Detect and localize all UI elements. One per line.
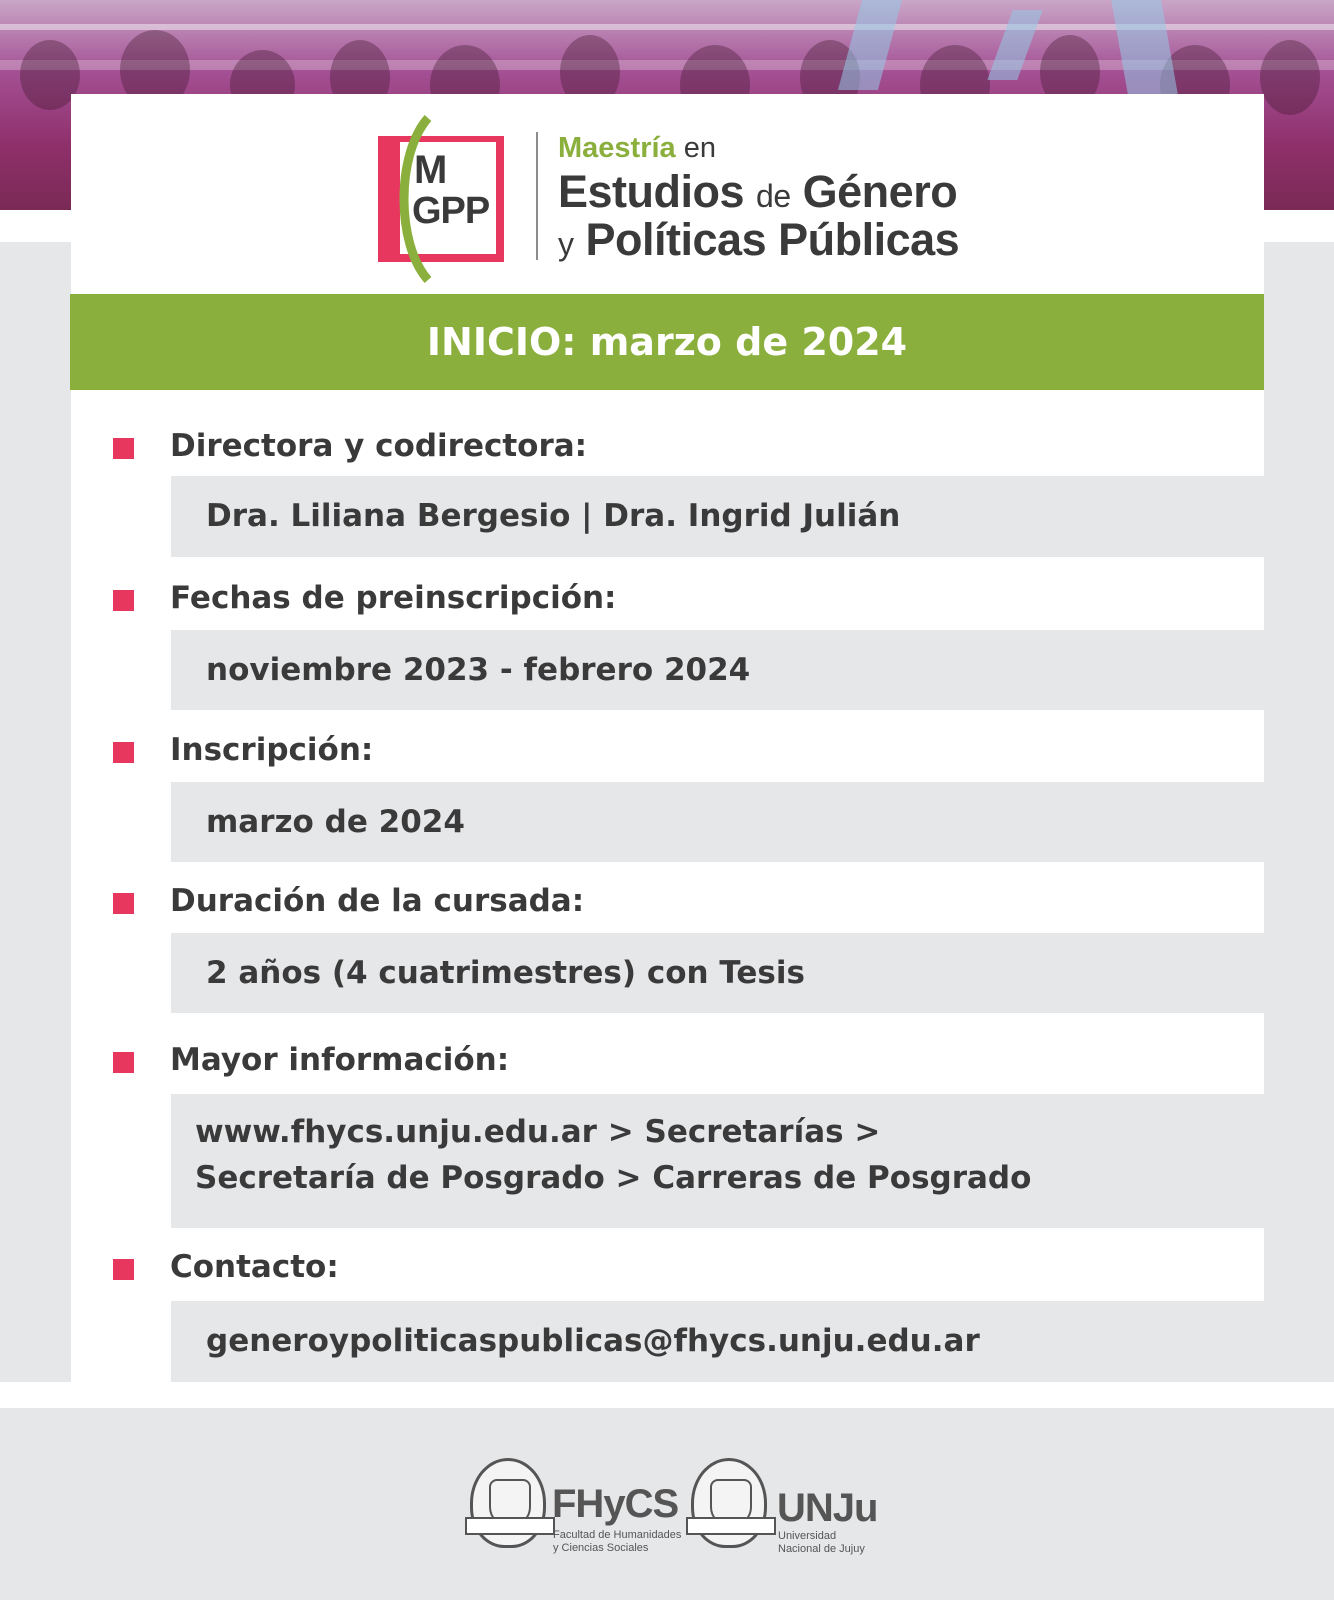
bullet-square-icon [113,1259,134,1280]
section-label-inscription: Inscripción: [170,732,374,768]
unju-logo-sub-1: Universidad [778,1530,837,1542]
start-date-banner: INICIO: marzo de 2024 [70,294,1264,390]
more-info-value-line-1: www.fhycs.unju.edu.ar > Secretarías > [195,1114,881,1150]
logo-letters-gpp: GPP [412,190,490,232]
left-grey-panel [0,242,72,1382]
directors-value: Dra. Liliana Bergesio | Dra. Ingrid Julián [206,498,901,534]
section-label-contact: Contacto: [170,1249,339,1285]
unju-logo-name: UNJu [777,1486,878,1530]
logo-letter-m: M [414,148,448,192]
bullet-square-icon [113,742,134,763]
right-grey-panel [1264,242,1334,1382]
bullet-square-icon [113,590,134,611]
fhycs-seal-icon [470,1458,546,1548]
bullet-square-icon [113,1052,134,1073]
fhycs-logo-sub-2: y Ciencias Sociales [553,1542,649,1554]
preinscription-value: noviembre 2023 - febrero 2024 [206,652,751,688]
duration-value: 2 años (4 cuatrimestres) con Tesis [206,955,805,991]
bullet-square-icon [113,893,134,914]
inscription-value: marzo de 2024 [206,804,465,840]
contact-email-value: generoypoliticaspublicas@fhycs.unju.edu.ar [206,1323,980,1359]
more-info-value-line-2: Secretaría de Posgrado > Carreras de Posgrado [195,1160,1032,1196]
section-value-box [171,630,1264,710]
footer [0,1408,1334,1600]
section-value-box [171,1301,1264,1382]
section-label-duration: Duración de la cursada: [170,883,585,919]
section-label-preinscription: Fechas de preinscripción: [170,580,617,616]
fhycs-logo-name: FHyCS [552,1482,679,1526]
section-value-box [171,1094,1264,1228]
logo-divider [536,132,538,260]
bullet-square-icon [113,438,134,459]
section-value-box [171,782,1264,862]
unju-seal-icon [691,1458,767,1548]
section-label-directors: Directora y codirectora: [170,428,588,464]
title-line-3: y Políticas Públicas [558,214,960,265]
title-line-1: Maestría en [558,132,716,164]
section-value-box [171,933,1264,1013]
section-label-more-info: Mayor información: [170,1042,510,1078]
unju-logo-sub-2: Nacional de Jujuy [778,1543,865,1555]
program-logo [378,114,978,284]
fhycs-logo-sub-1: Facultad de Humanidades [553,1529,682,1541]
title-line-2: Estudios de Género [558,166,958,217]
section-value-box [171,476,1264,557]
